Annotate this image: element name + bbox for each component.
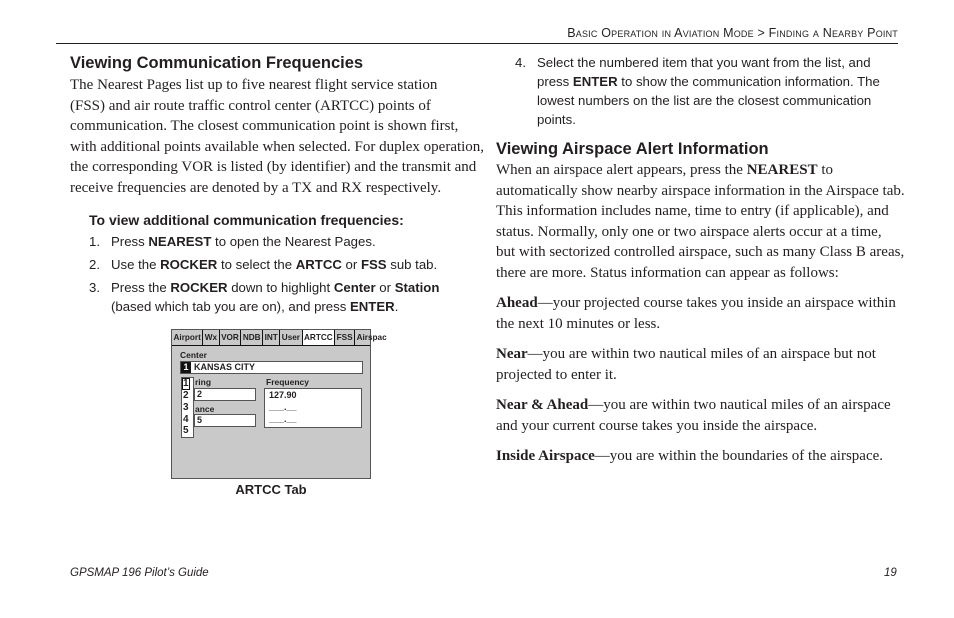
term-station: Station [394, 280, 440, 295]
term-fss: FSS [360, 257, 387, 272]
step-4 [515, 53, 915, 129]
step-text: (based which tab you are on), and press [111, 299, 350, 314]
screen-bearing-field [194, 388, 256, 401]
key-enter: ENTER [349, 299, 395, 314]
screen-row-number: 1 [183, 378, 189, 389]
screen-center-field [180, 361, 363, 374]
screen-number-column [181, 377, 194, 438]
step-text: Press the [111, 280, 171, 295]
screen-tab-fss: FSS [335, 330, 355, 345]
screen-row-number: 4 [183, 414, 189, 425]
term-center: Center [333, 280, 376, 295]
screen-frequency-label: Frequency [266, 377, 309, 387]
step-number: 1. [89, 234, 100, 249]
step-text: Select the numbered item that you want from the list, and [537, 55, 871, 70]
para-line: receive frequencies are denoted by a TX and RX respectively. [70, 179, 442, 196]
step-text: Use the [111, 257, 161, 272]
step-text: sub tab. [386, 257, 438, 272]
step-text: lowest numbers on the list are the closest communication [537, 93, 872, 108]
para-text: When an airspace alert appears, press the [496, 162, 747, 178]
key-enter: ENTER [572, 74, 618, 89]
definition-text: —you are within two nautical miles of an airspace but not [527, 346, 876, 362]
screen-center-label: Center [180, 350, 207, 360]
step-text: or [375, 280, 395, 295]
screen-distance-field [194, 414, 256, 427]
header-rule [56, 43, 898, 44]
para-line: but with sectorized controlled airspace, such as many Class B areas, [496, 244, 905, 261]
screen-frequency-2: ___.__ [269, 402, 297, 412]
screen-tab-ndb: NDB [241, 330, 263, 345]
screen-row-number: 2 [183, 390, 189, 401]
definition-text: —you are within the boundaries of the airspace. [594, 448, 884, 464]
screen-center-value: KANSAS CITY [194, 362, 256, 372]
step-text: down to highlight [227, 280, 334, 295]
definition-text: the next 10 minutes or less. [496, 315, 661, 332]
definition-ahead [496, 293, 916, 334]
screen-tab-user: User [280, 330, 302, 345]
step-text: points. [537, 112, 576, 127]
screen-row-number: 3 [183, 402, 189, 413]
screen-tab-bar [172, 330, 387, 346]
definition-text: —you are within two nautical miles of an airspace [588, 397, 891, 413]
definition-term: Ahead [496, 295, 538, 311]
para-line: This information includes name, time to entry (if applicable), and [496, 203, 889, 220]
figure-caption: ARTCC Tab [235, 482, 307, 497]
screen-frequency-1: 127.90 [269, 390, 297, 400]
step-text: to open the Nearest Pages. [211, 234, 376, 249]
definition-term: Near & Ahead [496, 397, 589, 413]
screen-tab-airspace: Airspac [356, 333, 387, 342]
communication-paragraph [70, 75, 490, 199]
key-rocker: ROCKER [160, 257, 218, 272]
page-number: 19 [884, 567, 897, 579]
definition-near-ahead [496, 395, 916, 436]
para-line: The Nearest Pages list up to five nearest flight service station [70, 77, 438, 93]
definition-text: and your current course takes you inside the airspace. [496, 417, 818, 434]
screen-bearing-label: ring [195, 377, 212, 387]
screen-center-number: 1 [181, 362, 191, 373]
definition-inside-airspace [496, 446, 916, 467]
screen-distance-value: 5 [197, 415, 203, 425]
step-text: Press [111, 234, 149, 249]
screen-tab-int: INT [263, 330, 280, 345]
para-text: to [817, 162, 833, 178]
definition-near [496, 344, 916, 385]
para-line: with additional points available when selected. For duplex operation, [70, 138, 485, 155]
screen-row-number: 5 [183, 425, 189, 436]
definition-text: —your projected course takes you inside an airspace within [537, 295, 896, 311]
airspace-intro-paragraph [496, 160, 916, 284]
heading-communication-frequencies: Viewing Communication Frequencies [70, 54, 364, 72]
step-number: 4. [515, 55, 526, 70]
definition-term: Inside Airspace [496, 448, 595, 464]
screen-frequency-list [264, 388, 362, 428]
artcc-tab-screenshot [171, 329, 387, 479]
term-artcc: ARTCC [295, 257, 342, 272]
definition-text: projected to enter it. [496, 366, 617, 383]
para-line: automatically show nearby airspace information in the Airspace tab. [496, 182, 905, 199]
step-number: 3. [89, 280, 100, 295]
footer-guide-title: GPSMAP 196 Pilot’s Guide [70, 567, 209, 579]
step-text: to select the [217, 257, 296, 272]
screen-frequency-3: ___.__ [269, 414, 297, 424]
para-line: communication. The closest communication point is shown first, [70, 118, 459, 135]
heading-airspace-alert: Viewing Airspace Alert Information [496, 140, 769, 158]
para-line: the corresponding VOR is listed (by identifier) and the transmit and [70, 159, 477, 176]
breadcrumb: Basic Operation in Aviation Mode > Finding a Nearby Point [567, 26, 898, 40]
para-line: status. Normally, only one or two airspace alerts occur at a time, [496, 223, 882, 240]
screen-tab-artcc: ARTCC [303, 330, 336, 345]
para-line: there are more. Status information can appear as follows: [496, 264, 839, 281]
step-3 [89, 278, 489, 318]
step-text: or [341, 257, 361, 272]
definition-term: Near [496, 346, 528, 362]
procedure-title: To view additional communication frequencies: [89, 212, 404, 228]
para-line: (FSS) and air route traffic control center (ARTCC) points of [70, 97, 431, 114]
step-text: press [537, 74, 573, 89]
screen-tab-vor: VOR [220, 330, 242, 345]
screen-tab-airport: Airport [172, 330, 203, 345]
step-text: . [394, 299, 399, 314]
key-nearest: NEAREST [746, 162, 818, 178]
screen-bearing-value: 2 [197, 389, 203, 399]
screen-tab-wx: Wx [203, 330, 219, 345]
key-nearest: NEAREST [148, 234, 212, 249]
key-rocker: ROCKER [170, 280, 228, 295]
step-number: 2. [89, 257, 100, 272]
step-text: to show the communication information. The [617, 74, 880, 89]
screen-distance-label: ance [195, 404, 215, 414]
